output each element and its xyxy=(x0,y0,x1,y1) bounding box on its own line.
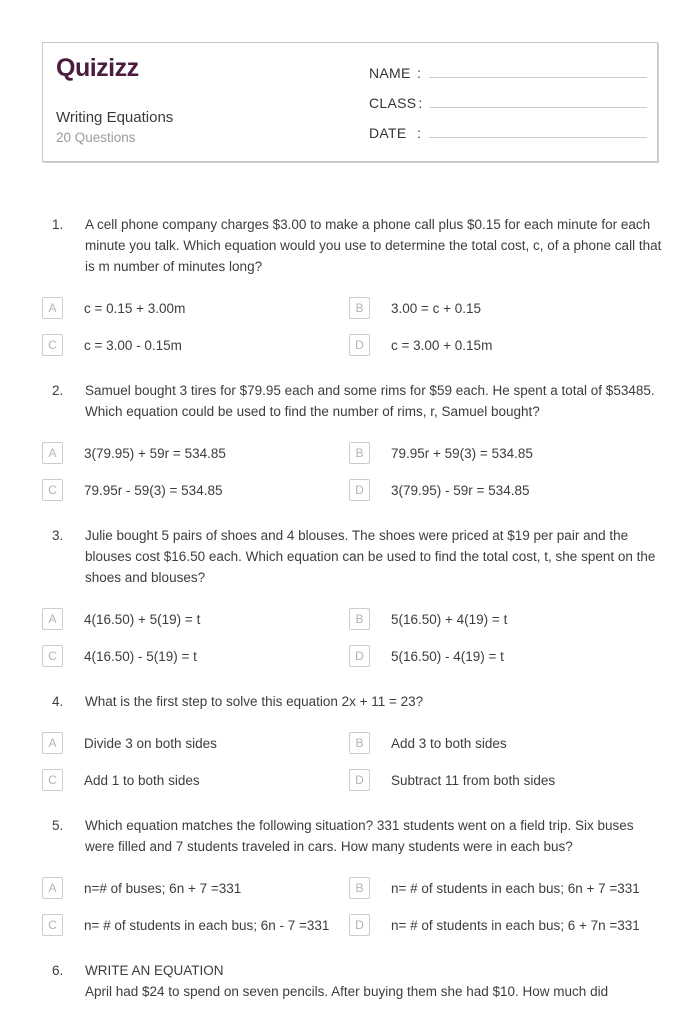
question-text: Which equation matches the following situation? 331 students went on a field trip. Six buses were filled and 7 students traveled in cars. How many students were in each bus? xyxy=(85,818,634,854)
option-letter-box-b[interactable]: B xyxy=(349,608,370,630)
class-field-row xyxy=(369,87,647,111)
worksheet-page xyxy=(0,42,700,1002)
question-text: A cell phone company charges $3.00 to make a phone call plus $0.15 for each minute for each minute you talk. Which equation would you use to determine the total cost, c, of a phone call that is m number of minutes long? xyxy=(85,217,662,274)
option-letter-box-d[interactable]: D xyxy=(349,769,370,791)
question-block-5 xyxy=(42,815,700,936)
answer-options xyxy=(42,608,692,667)
option-text: 3(79.95) - 59r = 534.85 xyxy=(391,482,530,498)
question-number: 3. xyxy=(52,528,64,543)
name-colon: : xyxy=(417,65,421,81)
option-letter-box-a[interactable]: A xyxy=(42,608,63,630)
answer-option-c xyxy=(42,479,349,501)
answer-option-b xyxy=(349,732,692,754)
question-block-1 xyxy=(42,214,700,356)
option-text: Subtract 11 from both sides xyxy=(391,772,556,788)
header-fields xyxy=(359,43,657,161)
date-field-row xyxy=(369,117,647,141)
answer-options xyxy=(42,877,692,936)
option-letter-box-a[interactable]: A xyxy=(42,297,63,319)
question-number: 5. xyxy=(52,818,64,833)
option-letter-box-c[interactable]: C xyxy=(42,645,63,667)
answer-option-d xyxy=(349,645,692,667)
answer-option-c xyxy=(42,334,349,356)
answer-option-d xyxy=(349,769,692,791)
option-letter-box-b[interactable]: B xyxy=(349,732,370,754)
answer-option-d xyxy=(349,334,692,356)
option-text: Add 3 to both sides xyxy=(391,735,507,751)
quizizz-logo: Quizizz xyxy=(56,54,139,82)
option-text: 4(16.50) + 5(19) = t xyxy=(84,611,201,627)
question-list xyxy=(0,214,700,1002)
header-left xyxy=(43,43,359,161)
question-block-6 xyxy=(42,960,700,1002)
option-text: 4(16.50) - 5(19) = t xyxy=(84,648,197,664)
option-letter-box-b[interactable]: B xyxy=(349,297,370,319)
option-text: c = 3.00 + 0.15m xyxy=(391,337,493,353)
option-text: c = 3.00 - 0.15m xyxy=(84,337,182,353)
option-letter-box-a[interactable]: A xyxy=(42,442,63,464)
answer-option-a xyxy=(42,732,349,754)
option-letter-box-c[interactable]: C xyxy=(42,769,63,791)
option-letter-box-d[interactable]: D xyxy=(349,334,370,356)
option-letter-box-d[interactable]: D xyxy=(349,914,370,936)
name-input-line[interactable] xyxy=(429,76,647,78)
date-label: DATE xyxy=(369,125,407,141)
option-text: Add 1 to both sides xyxy=(84,772,200,788)
option-letter-box-a[interactable]: A xyxy=(42,877,63,899)
option-text: n=# of buses; 6n + 7 =331 xyxy=(84,880,242,896)
option-letter-box-a[interactable]: A xyxy=(42,732,63,754)
question-text: Julie bought 5 pairs of shoes and 4 blouses. The shoes were priced at $19 per pair and the blouses cost $16.50 each. Which equation can be used to find the total cost, t, she spent on the shoes and blouses? xyxy=(85,528,656,585)
name-label: NAME xyxy=(369,65,411,81)
worksheet-title: Writing Equations xyxy=(56,109,174,126)
option-letter-box-c[interactable]: C xyxy=(42,914,63,936)
question-number: 1. xyxy=(52,217,64,232)
option-letter-box-d[interactable]: D xyxy=(349,645,370,667)
answer-option-b xyxy=(349,608,692,630)
answer-options xyxy=(42,732,692,791)
question-count: 20 Questions xyxy=(56,130,136,145)
option-text: 3(79.95) + 59r = 534.85 xyxy=(84,445,226,461)
question-block-2 xyxy=(42,380,700,501)
option-text: 3.00 = c + 0.15 xyxy=(391,300,482,316)
option-text: n= # of students in each bus; 6n + 7 =331 xyxy=(391,880,640,896)
name-field-row xyxy=(369,57,647,81)
worksheet-header xyxy=(42,42,658,162)
answer-option-a xyxy=(42,877,349,899)
question-number: 2. xyxy=(52,383,64,398)
answer-option-a xyxy=(42,442,349,464)
class-input-line[interactable] xyxy=(430,106,647,108)
option-text: n= # of students in each bus; 6 + 7n =331 xyxy=(391,917,640,933)
question-block-3 xyxy=(42,525,700,667)
option-text: 5(16.50) + 4(19) = t xyxy=(391,611,508,627)
option-text: Divide 3 on both sides xyxy=(84,735,217,751)
answer-options xyxy=(42,297,692,356)
answer-options xyxy=(42,442,692,501)
option-letter-box-d[interactable]: D xyxy=(349,479,370,501)
option-letter-box-c[interactable]: C xyxy=(42,479,63,501)
answer-option-d xyxy=(349,479,692,501)
question-text xyxy=(85,960,662,1002)
question-number: 6. xyxy=(52,963,64,978)
option-text: 79.95r + 59(3) = 534.85 xyxy=(391,445,533,461)
option-text: c = 0.15 + 3.00m xyxy=(84,300,186,316)
date-colon: : xyxy=(417,125,421,141)
answer-option-b xyxy=(349,877,692,899)
question-text-line1: WRITE AN EQUATION xyxy=(85,963,224,978)
answer-option-c xyxy=(42,645,349,667)
question-text: What is the first step to solve this equation 2x + 11 = 23? xyxy=(85,694,424,709)
answer-option-a xyxy=(42,297,349,319)
option-text: n= # of students in each bus; 6n - 7 =331 xyxy=(84,917,330,933)
question-number: 4. xyxy=(52,694,64,709)
answer-option-a xyxy=(42,608,349,630)
option-letter-box-c[interactable]: C xyxy=(42,334,63,356)
option-text: 5(16.50) - 4(19) = t xyxy=(391,648,504,664)
question-text: Samuel bought 3 tires for $79.95 each and some rims for $59 each. He spent a total of $53485. Which equation could be used to find the number of rims, r, Samuel bought? xyxy=(85,383,655,419)
option-letter-box-b[interactable]: B xyxy=(349,877,370,899)
date-input-line[interactable] xyxy=(429,136,647,138)
question-block-4 xyxy=(42,691,700,791)
title-group xyxy=(56,109,173,145)
option-text: 79.95r - 59(3) = 534.85 xyxy=(84,482,223,498)
answer-option-d xyxy=(349,914,692,936)
class-colon: : xyxy=(418,95,423,111)
option-letter-box-b[interactable]: B xyxy=(349,442,370,464)
answer-option-c xyxy=(42,914,349,936)
answer-option-c xyxy=(42,769,349,791)
class-label: CLASS xyxy=(369,95,417,111)
answer-option-b xyxy=(349,297,692,319)
question-text-line2: April had $24 to spend on seven pencils. After buying them she had $10. How much did xyxy=(85,984,609,999)
answer-option-b xyxy=(349,442,692,464)
